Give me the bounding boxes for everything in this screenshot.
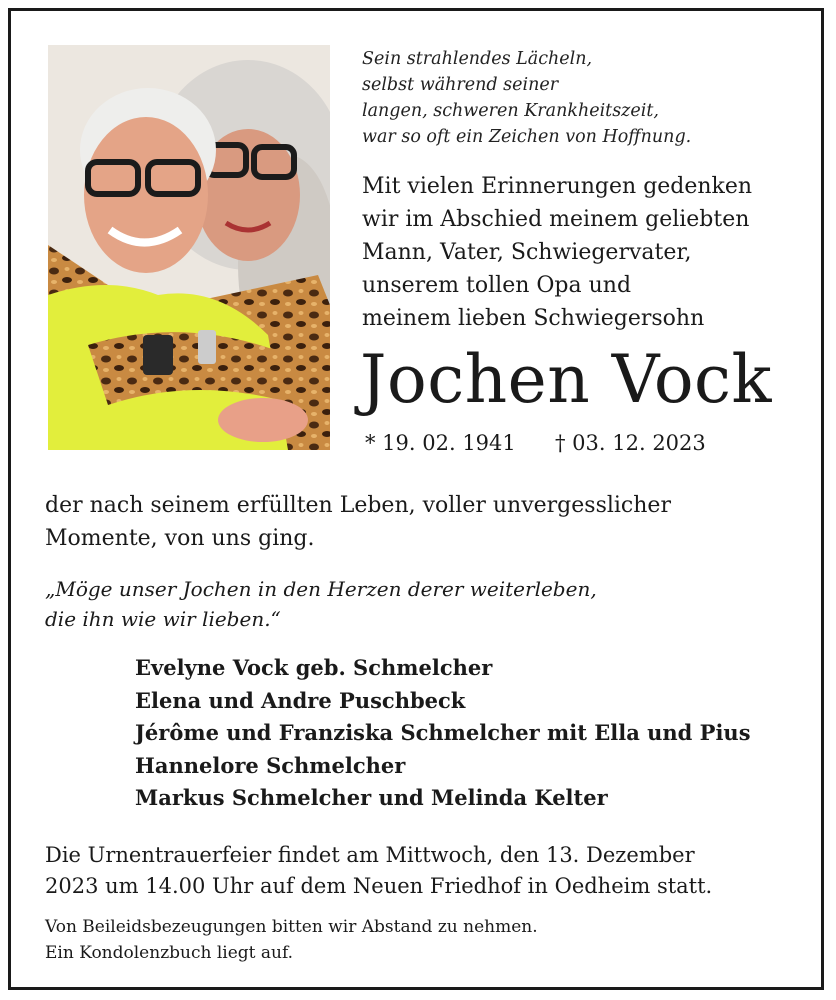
note-line: Ein Kondolenzbuch liegt auf. [45,943,294,963]
quote-line: „Möge unser Jochen in den Herzen derer weiterleben, [45,577,597,601]
mourner-name: Hannelore Schmelcher [135,752,406,778]
intro-line: wir im Abschied meinem geliebten [362,207,750,232]
death-date: † 03. 12. 2023 [555,431,706,455]
poem-line: selbst während seiner [362,75,559,95]
funeral-line: Die Urnentrauerfeier findet am Mittwoch, den 13. Dezember [45,843,695,867]
portrait-photo [48,45,330,450]
intro-line: Mit vielen Erinnerungen gedenken [362,174,753,199]
birth-date: * 19. 02. 1941 [365,431,516,455]
note-line: Von Beileidsbezeugungen bitten wir Abstand zu nehmen. [45,917,538,937]
poem-line: langen, schweren Krankheitszeit, [362,101,659,121]
deceased-name: Jochen Vock [360,341,773,418]
quote-line: die ihn wie wir lieben.“ [45,607,281,631]
mourner-name: Jérôme und Franziska Schmelcher mit Ella und Pius [135,720,751,745]
mourner-name: Evelyne Vock geb. Schmelcher [135,655,493,680]
tribute-text [45,489,671,555]
poem-line: war so oft ein Zeichen von Hoffnung. [362,127,692,147]
tribute-line: der nach seinem erfüllten Leben, voller unvergesslicher [45,493,671,518]
intro-line: meinem lieben Schwiegersohn [362,306,705,331]
opening-poem [362,46,691,150]
funeral-announcement [45,840,712,902]
poem-line: Sein strahlendes Lächeln, [362,49,593,69]
mourners-list [135,652,751,815]
mourner-name: Markus Schmelcher und Melinda Kelter [135,785,608,810]
memorial-quote [45,574,597,634]
intro-line: Mann, Vater, Schwiegervater, [362,240,692,265]
mourner-name: Elena und Andre Puschbeck [135,687,466,713]
closing-notes [45,914,538,966]
remembrance-intro [362,170,752,335]
intro-line: unserem tollen Opa und [362,273,632,298]
couple-portrait-illustration [48,45,330,450]
funeral-line: 2023 um 14.00 Uhr auf dem Neuen Friedhof in Oedheim statt. [45,874,713,898]
tribute-line: Momente, von uns ging. [45,526,315,551]
